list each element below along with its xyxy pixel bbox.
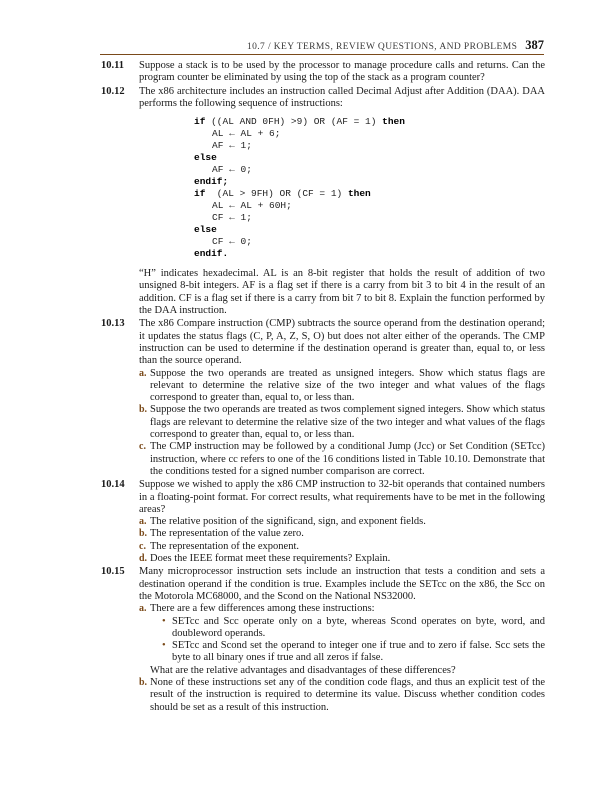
code-line: CF ← 0; [212, 236, 252, 248]
subpart-label: b. [139, 404, 148, 416]
subpart-b [139, 677, 545, 714]
code-line: if (AL > 9FH) OR (CF = 1) then [194, 188, 371, 200]
subpart-c [139, 541, 545, 553]
subpart-label: c. [139, 540, 146, 552]
problem-list [0, 60, 604, 715]
problem-10-13 [0, 318, 604, 478]
subpart-text: There are a few differences among these instructions: [150, 603, 375, 615]
bullet-item [150, 616, 545, 641]
code-line: endif. [194, 248, 229, 260]
subpart-label: b. [139, 676, 148, 688]
running-header [0, 38, 544, 53]
subpart-text: The relative position of the significand, sign, and exponent fields. [150, 516, 426, 528]
subpart-text: The representation of the value zero. [150, 528, 304, 540]
problem-10-12 [0, 86, 604, 318]
subpart-text: Does the IEEE format meet these requirements? Explain. [150, 553, 391, 565]
subpart-label: a. [139, 367, 147, 379]
bullet-icon: • [162, 615, 166, 627]
code-line: if ((AL AND 0FH) >9) OR (AF = 1) then [194, 116, 405, 128]
problem-text: Suppose a stack is to be used by the processor to manage procedure calls and returns. Can the program counter be eliminated by using the top of the stack as a program counter? [139, 60, 545, 84]
subpart-c [139, 441, 545, 478]
subpart-d [139, 553, 545, 565]
running-title: 10.7 / KEY TERMS, REVIEW QUESTIONS, AND PROBLEMS [246, 42, 518, 52]
subpart-text: The CMP instruction may be followed by a conditional Jump (Jcc) or Set Condition (SETcc) instruction, where cc refers to one of the 16 conditions listed in Table 10.10. Demonstrate that the conditions tested for a signed number comparison are correct. [150, 441, 545, 477]
page-number: 387 [525, 38, 544, 52]
code-line: else [194, 224, 217, 236]
problem-number: 10.14 [101, 479, 125, 491]
bullet-text: SETcc and Scc operate only on a byte, whereas Scond operates on byte, word, and doubleword operands. [172, 615, 545, 639]
code-line: AF ← 0; [212, 164, 252, 176]
bullet-text: SETcc and Scond set the operand to integer one if true and to zero if false. Scc sets the byte to all binary ones if true and all zeros if false. [172, 640, 545, 664]
problem-10-15 [0, 566, 604, 714]
subpart-question: What are the relative advantages and disadvantages of these differences? [150, 664, 456, 676]
problem-number: 10.13 [101, 318, 125, 330]
header-rule [100, 54, 544, 55]
subpart-a [139, 516, 545, 528]
subpart-label: a. [139, 603, 147, 615]
subpart-text: Suppose the two operands are treated as unsigned integers. Show which status flags are relevant to determine the relative size of the two integer and what values of the flags correspond to greater than, equal to, or less than. [150, 367, 545, 404]
problem-number: 10.11 [101, 60, 125, 71]
subpart-label: c. [139, 441, 146, 453]
problem-text: Suppose we wished to apply the x86 CMP instruction to 32-bit operands that contained numbers in a floating-point format. For correct results, what requirements have to be met in the following areas? [139, 479, 545, 515]
problem-text: The x86 Compare instruction (CMP) subtracts the source operand from the destination operand; it updates the status flags (C, P, A, Z, S, O) but does not alter either of the operands. The CMP instruction can be used to determine if the destination operand is greater than, equal to, or less than the source operand. [139, 318, 545, 367]
subpart-b [139, 528, 545, 540]
subpart-label: a. [139, 516, 147, 528]
bullet-item [150, 640, 545, 665]
code-line: AL ← AL + 60H; [212, 200, 292, 212]
problem-number: 10.15 [101, 566, 125, 578]
code-line: CF ← 1; [212, 212, 252, 224]
problem-10-11 [0, 60, 604, 85]
subpart-a [139, 603, 545, 677]
problem-number: 10.12 [101, 85, 125, 97]
subpart-a [139, 368, 545, 405]
subpart-label: d. [139, 553, 148, 565]
problem-explanation: “H” indicates hexadecimal. AL is an 8-bit register that holds the result of addition of two unsigned 8-bit integers. AF is a flag set if there is a carry from bit 3 to bit 4 in the result of an addition. CF is a flag set if there is a carry from bit 7 to bit 8. Explain the function performed by the DAA instruction. [139, 268, 545, 317]
subpart-label: b. [139, 528, 148, 540]
subpart-text: The representation of the exponent. [150, 540, 299, 552]
subpart-b [139, 404, 545, 441]
problem-text: The x86 architecture includes an instruction called Decimal Adjust after Addition (DAA). DAA performs the following sequence of instructions: [139, 85, 545, 109]
subpart-text: None of these instructions set any of the condition code flags, and thus an explicit test of the result of the instruction is required to determine its value. Discuss whether condition codes should be set as a result of this instruction. [150, 676, 545, 713]
daa-code-block [194, 116, 545, 260]
bullet-icon: • [162, 640, 166, 652]
code-line: endif; [194, 176, 229, 188]
problem-text: Many microprocessor instruction sets include an instruction that tests a condition and sets a destination operand if the condition is true. Examples include the SETcc on the x86, the Scc on the Motorola MC68000, and the Scond on the National NS32000. [139, 566, 545, 602]
problem-10-14 [0, 479, 604, 565]
code-line: AL ← AL + 6; [212, 128, 281, 140]
code-line: else [194, 152, 217, 164]
code-line: AF ← 1; [212, 140, 252, 152]
subpart-text: Suppose the two operands are treated as twos complement signed integers. Show which status flags are relevant to determine the relative size of the two integer and what values of the flags correspond to greater than, equal to, or less than. [150, 404, 545, 441]
